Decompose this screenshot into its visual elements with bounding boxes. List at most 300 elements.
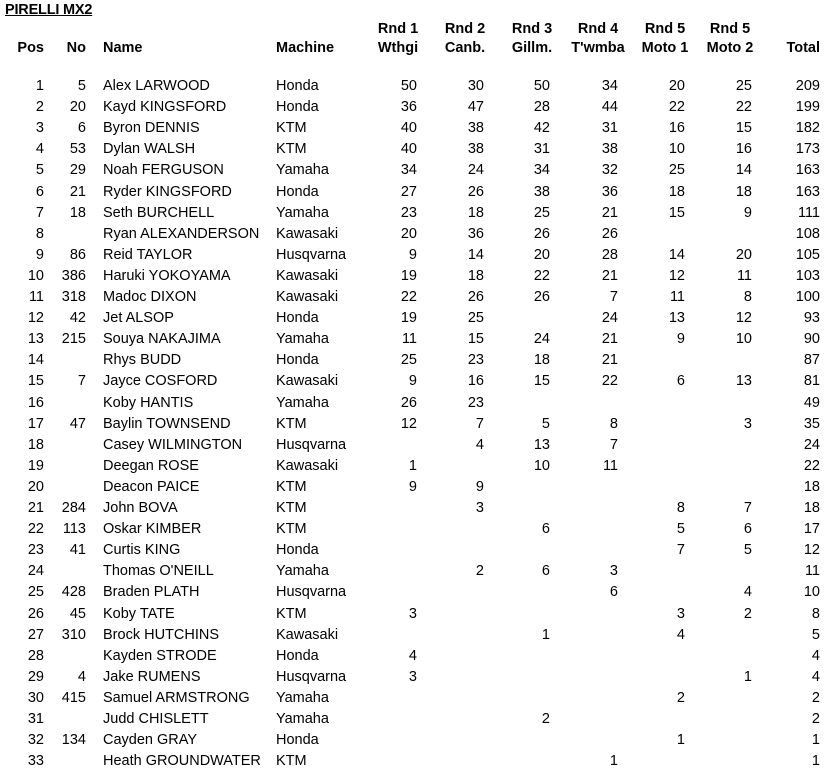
cell-total: 35	[803, 415, 820, 432]
table-row	[0, 709, 827, 730]
table-row	[0, 224, 827, 245]
cell-round-5: 13	[668, 310, 685, 327]
cell-round-3: 24	[533, 331, 550, 348]
cell-no: 6	[77, 120, 86, 137]
cell-round-3: 6	[541, 563, 550, 580]
cell-machine: Kawasaki	[276, 457, 339, 474]
cell-pos: 30	[27, 689, 44, 706]
cell-no: 415	[61, 689, 86, 706]
cell-round-1: 27	[400, 183, 417, 200]
table-row	[0, 519, 827, 540]
cell-pos: 14	[27, 352, 44, 369]
cell-round-6: 16	[735, 141, 752, 158]
cell-total: 93	[803, 310, 820, 327]
cell-pos: 12	[27, 310, 44, 327]
cell-total: 49	[803, 394, 820, 411]
cell-pos: 20	[27, 478, 44, 495]
cell-pos: 15	[27, 373, 44, 390]
cell-round-4: 8	[609, 415, 618, 432]
table-row	[0, 646, 827, 667]
cell-pos: 4	[35, 141, 44, 158]
cell-no: 4	[77, 668, 86, 685]
cell-round-6: 10	[735, 331, 752, 348]
table-row	[0, 688, 827, 709]
cell-machine: Yamaha	[276, 162, 329, 179]
cell-no: 134	[61, 732, 86, 749]
cell-no: 310	[61, 626, 86, 643]
cell-round-4: 6	[609, 584, 618, 601]
cell-round-5: 1	[676, 732, 685, 749]
cell-machine: Husqvarna	[276, 584, 347, 601]
table-row	[0, 604, 827, 625]
cell-round-2: 24	[467, 162, 484, 179]
cell-name: Brock HUTCHINS	[103, 626, 220, 643]
cell-total: 163	[795, 162, 820, 179]
cell-machine: Yamaha	[276, 689, 329, 706]
cell-round-2: 15	[467, 331, 484, 348]
cell-machine: Yamaha	[276, 711, 329, 727]
cell-round-2: 23	[467, 352, 484, 369]
cell-total: 11	[804, 563, 820, 580]
cell-round-1: 40	[400, 141, 417, 158]
cell-pos: 23	[27, 542, 44, 559]
header-round-5-top: Rnd 5	[644, 21, 686, 37]
cell-total: 10	[803, 584, 820, 601]
cell-no: 284	[61, 500, 86, 516]
cell-round-4: 32	[601, 162, 618, 179]
cell-round-1: 9	[408, 373, 417, 390]
cell-machine: Honda	[276, 732, 319, 749]
header-round-4-venue: T'wmba	[571, 40, 625, 56]
cell-name: Jayce COSFORD	[103, 373, 218, 390]
header-round-2-top: Rnd 2	[444, 21, 486, 37]
table-row	[0, 287, 827, 308]
cell-round-2: 26	[467, 183, 484, 200]
cell-total: 103	[795, 267, 820, 284]
cell-total: 173	[795, 141, 820, 158]
header-machine: Machine	[276, 40, 335, 56]
cell-round-1: 3	[408, 668, 417, 685]
cell-no: 20	[69, 99, 86, 116]
cell-machine: KTM	[276, 141, 307, 158]
cell-round-3: 6	[541, 521, 550, 538]
cell-round-4: 44	[601, 99, 618, 116]
cell-name: Koby TATE	[103, 605, 175, 622]
cell-name: Alex LARWOOD	[103, 78, 210, 94]
cell-machine: KTM	[276, 415, 307, 432]
cell-no: 7	[77, 373, 86, 390]
cell-round-5: 14	[668, 246, 685, 263]
cell-machine: Honda	[276, 352, 319, 369]
cell-round-5: 25	[668, 162, 685, 179]
cell-round-1: 1	[408, 457, 417, 474]
cell-machine: Husqvarna	[276, 436, 347, 453]
cell-round-1: 19	[400, 267, 417, 284]
cell-round-4: 38	[601, 141, 618, 158]
cell-name: Cayden GRAY	[103, 732, 198, 749]
cell-no: 428	[61, 584, 86, 601]
cell-name: Samuel ARMSTRONG	[103, 689, 250, 706]
cell-pos: 10	[27, 267, 44, 284]
cell-round-1: 22	[400, 289, 417, 305]
cell-machine: Yamaha	[276, 204, 329, 221]
cell-total: 81	[803, 373, 820, 390]
table-row	[0, 245, 827, 266]
cell-pos: 6	[35, 183, 44, 200]
table-row	[0, 730, 827, 751]
cell-round-4: 34	[601, 78, 618, 94]
table-row	[0, 561, 827, 582]
table-row	[0, 182, 827, 203]
header-round-1-top: Rnd 1	[377, 21, 419, 37]
table-row	[0, 625, 827, 646]
cell-round-4: 36	[601, 183, 618, 200]
cell-round-5: 5	[676, 521, 685, 538]
table-row	[0, 97, 827, 118]
cell-total: 4	[811, 647, 820, 664]
cell-no: 215	[61, 331, 86, 348]
cell-name: Kayden STRODE	[103, 647, 217, 664]
cell-total: 182	[795, 120, 820, 137]
cell-total: 90	[803, 331, 820, 348]
cell-machine: Kawasaki	[276, 289, 339, 305]
cell-round-4: 21	[601, 204, 618, 221]
cell-name: Jake RUMENS	[103, 668, 201, 685]
cell-name: Haruki YOKOYAMA	[103, 267, 231, 284]
table-row	[0, 435, 827, 456]
cell-name: Reid TAYLOR	[103, 246, 193, 263]
cell-round-3: 5	[541, 415, 550, 432]
cell-round-2: 18	[467, 267, 484, 284]
cell-round-5: 3	[676, 605, 685, 622]
cell-machine: KTM	[276, 521, 307, 538]
cell-name: Baylin TOWNSEND	[103, 415, 231, 432]
table-row	[0, 308, 827, 329]
cell-round-1: 25	[400, 352, 417, 369]
cell-round-5: 15	[668, 204, 685, 221]
cell-round-3: 31	[533, 141, 550, 158]
table-row	[0, 118, 827, 139]
cell-pos: 18	[27, 436, 44, 453]
cell-total: 163	[795, 183, 820, 200]
cell-round-1: 36	[400, 99, 417, 116]
cell-round-4: 31	[601, 120, 618, 137]
header-round-2-venue: Canb.	[444, 40, 486, 56]
cell-round-1: 26	[400, 394, 417, 411]
cell-name: Madoc DIXON	[103, 289, 197, 305]
header-name: Name	[103, 40, 143, 56]
cell-round-2: 47	[467, 99, 484, 116]
cell-name: Curtis KING	[103, 542, 181, 559]
cell-total: 2	[811, 689, 820, 706]
cell-round-2: 16	[467, 373, 484, 390]
cell-machine: Honda	[276, 542, 319, 559]
cell-round-3: 22	[533, 267, 550, 284]
cell-round-4: 22	[601, 373, 618, 390]
cell-pos: 3	[35, 120, 44, 137]
cell-name: Kayd KINGSFORD	[103, 99, 227, 116]
cell-round-1: 9	[408, 246, 417, 263]
cell-round-4: 24	[601, 310, 618, 327]
cell-round-2: 25	[467, 310, 484, 327]
cell-round-3: 50	[533, 78, 550, 94]
cell-name: Seth BURCHELL	[103, 204, 215, 221]
cell-round-1: 11	[401, 331, 417, 348]
cell-total: 1	[811, 732, 820, 749]
cell-machine: KTM	[276, 605, 307, 622]
cell-round-3: 38	[533, 183, 550, 200]
cell-round-3: 34	[533, 162, 550, 179]
cell-machine: Kawasaki	[276, 626, 339, 643]
cell-round-3: 10	[533, 457, 550, 474]
cell-round-4: 21	[601, 352, 618, 369]
table-row	[0, 477, 827, 498]
cell-machine: Kawasaki	[276, 373, 339, 390]
header-round-3-top: Rnd 3	[511, 21, 553, 37]
cell-machine: Honda	[276, 78, 319, 94]
cell-pos: 22	[27, 521, 44, 538]
cell-total: 100	[795, 289, 820, 305]
cell-round-6: 9	[743, 204, 752, 221]
cell-round-5: 11	[669, 289, 685, 305]
cell-no: 18	[69, 204, 86, 221]
table-row	[0, 751, 827, 772]
cell-total: 12	[803, 542, 820, 559]
cell-name: Judd CHISLETT	[103, 711, 209, 727]
table-row	[0, 582, 827, 603]
cell-pos: 1	[35, 78, 44, 94]
cell-round-6: 18	[735, 183, 752, 200]
cell-round-2: 18	[467, 204, 484, 221]
cell-round-4: 26	[601, 225, 618, 242]
table-row	[0, 350, 827, 371]
cell-round-1: 19	[400, 310, 417, 327]
cell-pos: 7	[35, 204, 44, 221]
cell-total: 105	[795, 246, 820, 263]
cell-round-2: 38	[467, 141, 484, 158]
cell-round-6: 1	[743, 668, 752, 685]
table-row	[0, 160, 827, 181]
cell-round-3: 26	[533, 225, 550, 242]
cell-no: 5	[77, 78, 86, 94]
cell-round-5: 4	[676, 626, 685, 643]
cell-name: Deegan ROSE	[103, 457, 199, 474]
header-no: No	[66, 40, 86, 56]
cell-round-6: 12	[735, 310, 752, 327]
cell-pos: 25	[27, 584, 44, 601]
cell-name: Braden PLATH	[103, 584, 200, 601]
cell-round-6: 8	[743, 289, 752, 305]
cell-round-2: 2	[475, 563, 484, 580]
cell-pos: 2	[35, 99, 44, 116]
cell-round-2: 38	[467, 120, 484, 137]
cell-total: 24	[803, 436, 820, 453]
cell-round-1: 4	[408, 647, 417, 664]
cell-name: Byron DENNIS	[103, 120, 200, 137]
cell-no: 113	[62, 521, 86, 538]
cell-total: 5	[811, 626, 820, 643]
cell-pos: 5	[35, 162, 44, 179]
cell-pos: 13	[27, 331, 44, 348]
cell-round-6: 2	[743, 605, 752, 622]
cell-machine: Yamaha	[276, 394, 329, 411]
header-round-3-venue: Gillm.	[511, 40, 553, 56]
cell-name: Rhys BUDD	[103, 352, 182, 369]
cell-name: Jet ALSOP	[103, 310, 174, 327]
cell-total: 1	[811, 753, 820, 770]
cell-round-2: 3	[475, 500, 484, 516]
cell-round-2: 36	[467, 225, 484, 242]
cell-total: 22	[803, 457, 820, 474]
cell-round-1: 50	[400, 78, 417, 94]
header-pos: Pos	[17, 40, 44, 56]
cell-total: 209	[795, 78, 820, 94]
cell-machine: Yamaha	[276, 563, 329, 580]
cell-pos: 26	[27, 605, 44, 622]
table-row	[0, 76, 827, 97]
cell-round-6: 5	[743, 542, 752, 559]
cell-pos: 27	[27, 626, 44, 643]
table-row	[0, 414, 827, 435]
cell-pos: 28	[27, 647, 44, 664]
cell-name: Noah FERGUSON	[103, 162, 224, 179]
table-row	[0, 498, 827, 519]
cell-pos: 16	[27, 394, 44, 411]
table-row	[0, 139, 827, 160]
table-row	[0, 540, 827, 561]
header-round-5-venue: Moto 1	[641, 40, 689, 56]
cell-round-5: 16	[668, 120, 685, 137]
cell-no: 45	[69, 605, 86, 622]
cell-round-6: 4	[743, 584, 752, 601]
cell-machine: Kawasaki	[276, 225, 339, 242]
cell-pos: 8	[35, 225, 44, 242]
cell-round-5: 12	[668, 267, 685, 284]
cell-round-2: 14	[467, 246, 484, 263]
cell-round-1: 12	[400, 415, 417, 432]
cell-total: 18	[803, 500, 820, 516]
cell-round-3: 2	[541, 711, 550, 727]
cell-round-3: 1	[541, 626, 550, 643]
cell-round-6: 7	[743, 500, 752, 516]
cell-machine: KTM	[276, 120, 307, 137]
cell-no: 42	[69, 310, 86, 327]
cell-round-6: 14	[735, 162, 752, 179]
cell-pos: 29	[27, 668, 44, 685]
cell-round-2: 23	[467, 394, 484, 411]
table-row	[0, 203, 827, 224]
cell-pos: 19	[27, 457, 44, 474]
cell-round-3: 18	[533, 352, 550, 369]
cell-pos: 9	[35, 246, 44, 263]
cell-machine: Honda	[276, 183, 319, 200]
cell-round-2: 9	[475, 478, 484, 495]
cell-round-3: 13	[533, 436, 550, 453]
document-title: PIRELLI MX2	[5, 2, 93, 18]
cell-round-3: 26	[533, 289, 550, 305]
cell-round-5: 18	[668, 183, 685, 200]
cell-machine: KTM	[276, 478, 307, 495]
cell-round-2: 30	[467, 78, 484, 94]
cell-total: 17	[803, 521, 820, 538]
cell-name: Dylan WALSH	[103, 141, 196, 158]
cell-round-4: 3	[609, 563, 618, 580]
cell-round-5: 6	[676, 373, 685, 390]
cell-round-2: 7	[475, 415, 484, 432]
header-round-1-venue: Wthgi	[377, 40, 419, 56]
cell-round-4: 28	[601, 246, 618, 263]
cell-round-5: 22	[668, 99, 685, 116]
cell-total: 4	[811, 668, 820, 685]
cell-round-3: 20	[533, 246, 550, 263]
cell-round-6: 22	[735, 99, 752, 116]
cell-round-6: 20	[735, 246, 752, 263]
table-row	[0, 371, 827, 392]
cell-machine: Honda	[276, 647, 319, 664]
cell-round-3: 28	[533, 99, 550, 116]
cell-pos: 24	[27, 563, 44, 580]
cell-round-4: 21	[601, 331, 618, 348]
cell-name: Casey WILMINGTON	[103, 436, 243, 453]
cell-machine: Kawasaki	[276, 267, 339, 284]
cell-no: 318	[61, 289, 86, 305]
cell-pos: 32	[27, 732, 44, 749]
cell-round-4: 7	[609, 436, 618, 453]
cell-round-5: 8	[676, 500, 685, 516]
cell-name: Oskar KIMBER	[103, 521, 202, 538]
header-round-4-top: Rnd 4	[577, 21, 619, 37]
table-row	[0, 266, 827, 287]
cell-no: 47	[69, 415, 86, 432]
cell-total: 18	[803, 478, 820, 495]
cell-no: 53	[69, 141, 86, 158]
cell-round-6: 25	[735, 78, 752, 94]
table-row	[0, 456, 827, 477]
cell-no: 386	[61, 267, 86, 284]
cell-total: 199	[795, 99, 820, 116]
cell-total: 2	[811, 711, 820, 727]
cell-round-6: 13	[735, 373, 752, 390]
cell-machine: Honda	[276, 99, 319, 116]
cell-name: Heath GROUNDWATER	[103, 753, 261, 770]
cell-pos: 31	[27, 711, 44, 727]
cell-round-5: 10	[668, 141, 685, 158]
cell-round-4: 11	[602, 457, 618, 474]
cell-round-1: 20	[400, 225, 417, 242]
cell-name: Ryan ALEXANDERSON	[103, 225, 260, 242]
cell-round-6: 11	[736, 267, 752, 284]
cell-round-5: 9	[676, 331, 685, 348]
cell-no: 29	[69, 162, 86, 179]
cell-round-4: 21	[601, 267, 618, 284]
table-row	[0, 393, 827, 414]
cell-machine: KTM	[276, 500, 307, 516]
cell-name: Thomas O'NEILL	[103, 563, 214, 580]
table-row	[0, 667, 827, 688]
cell-no: 86	[69, 246, 86, 263]
cell-machine: Husqvarna	[276, 668, 347, 685]
cell-round-3: 25	[533, 204, 550, 221]
table-row	[0, 329, 827, 350]
cell-pos: 33	[27, 753, 44, 770]
cell-round-5: 7	[676, 542, 685, 559]
cell-round-2: 26	[467, 289, 484, 305]
cell-name: Koby HANTIS	[103, 394, 194, 411]
cell-total: 111	[797, 204, 820, 221]
cell-total: 87	[803, 352, 820, 369]
cell-round-6: 6	[743, 521, 752, 538]
cell-round-1: 34	[400, 162, 417, 179]
